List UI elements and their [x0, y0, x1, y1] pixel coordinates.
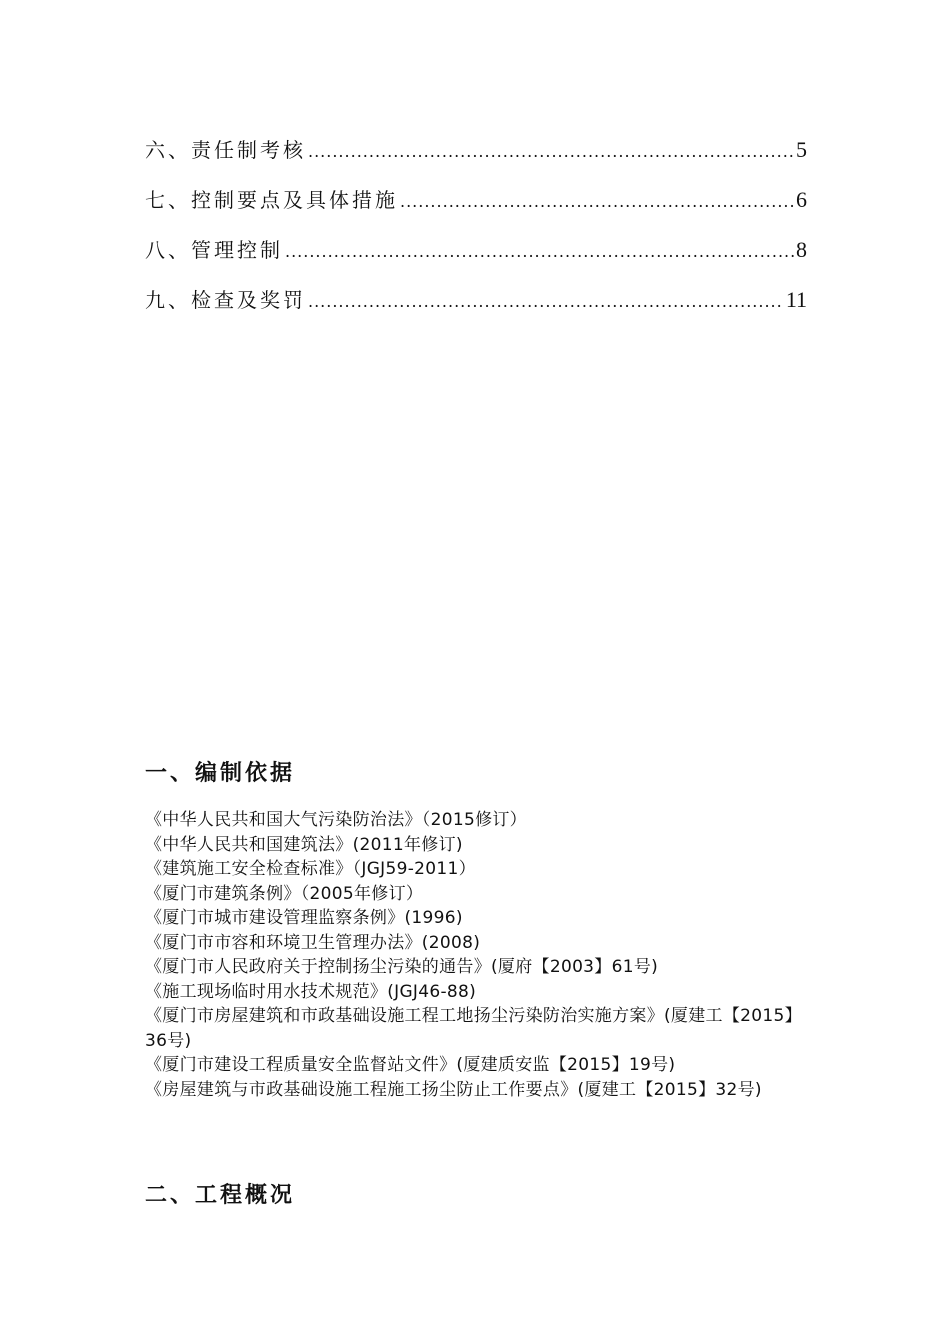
table-of-contents	[145, 132, 807, 332]
reference-item: 《厦门市建设工程质量安全监督站文件》(厦建质安监【2015】19号)	[145, 1055, 676, 1075]
reference-item: 《厦门市建筑条例》（2005年修订）	[145, 883, 424, 904]
toc-entry-management[interactable]	[145, 232, 807, 282]
reference-item: 《厦门市市容和环境卫生管理办法》(2008)	[145, 932, 481, 953]
toc-entry-page: 11	[785, 287, 807, 312]
toc-entry-title: 七、控制要点及具体措施	[145, 188, 398, 212]
toc-entry-title: 八、管理控制	[145, 238, 283, 262]
reference-item: 《施工现场临时用水技术规范》(JGJ46-88)	[145, 981, 477, 1002]
section-heading-basis: 一、编制依据	[145, 761, 296, 786]
toc-entry-responsibility[interactable]	[145, 132, 807, 182]
toc-entry-inspection[interactable]	[145, 282, 807, 332]
toc-entry-page: 5	[796, 137, 807, 162]
reference-item: 《房屋建筑与市政基础设施工程施工扬尘防止工作要点》(厦建工【2015】32号)	[145, 1079, 762, 1100]
toc-entry-title: 九、检查及奖罚	[145, 288, 306, 312]
reference-item: 《中华人民共和国建筑法》(2011年修订)	[145, 834, 463, 855]
reference-item: 《厦门市城市建设管理监察条例》(1996)	[145, 908, 463, 928]
toc-entry-page: 6	[796, 187, 807, 212]
reference-item: 《建筑施工安全检查标准》（JGJ59-2011）	[145, 859, 476, 879]
reference-item: 《厦门市房屋建筑和市政基础设施工程工地扬尘污染防治实施方案》(厦建工【2015】36号)	[145, 1006, 802, 1051]
toc-entry-page: 8	[796, 237, 807, 262]
reference-item: 《厦门市人民政府关于控制扬尘污染的通告》(厦府【2003】61号)	[145, 957, 659, 977]
toc-dot-leader	[400, 184, 794, 220]
reference-item: 《中华人民共和国大气污染防治法》（2015修订）	[145, 810, 527, 830]
toc-entry-title: 六、责任制考核	[145, 138, 306, 162]
section-heading-overview: 二、工程概况	[145, 1183, 296, 1208]
toc-dot-leader	[308, 134, 794, 170]
reference-list	[145, 808, 810, 1102]
toc-dot-leader	[308, 284, 784, 320]
toc-entry-control-points[interactable]	[145, 182, 807, 232]
toc-dot-leader	[285, 234, 794, 270]
